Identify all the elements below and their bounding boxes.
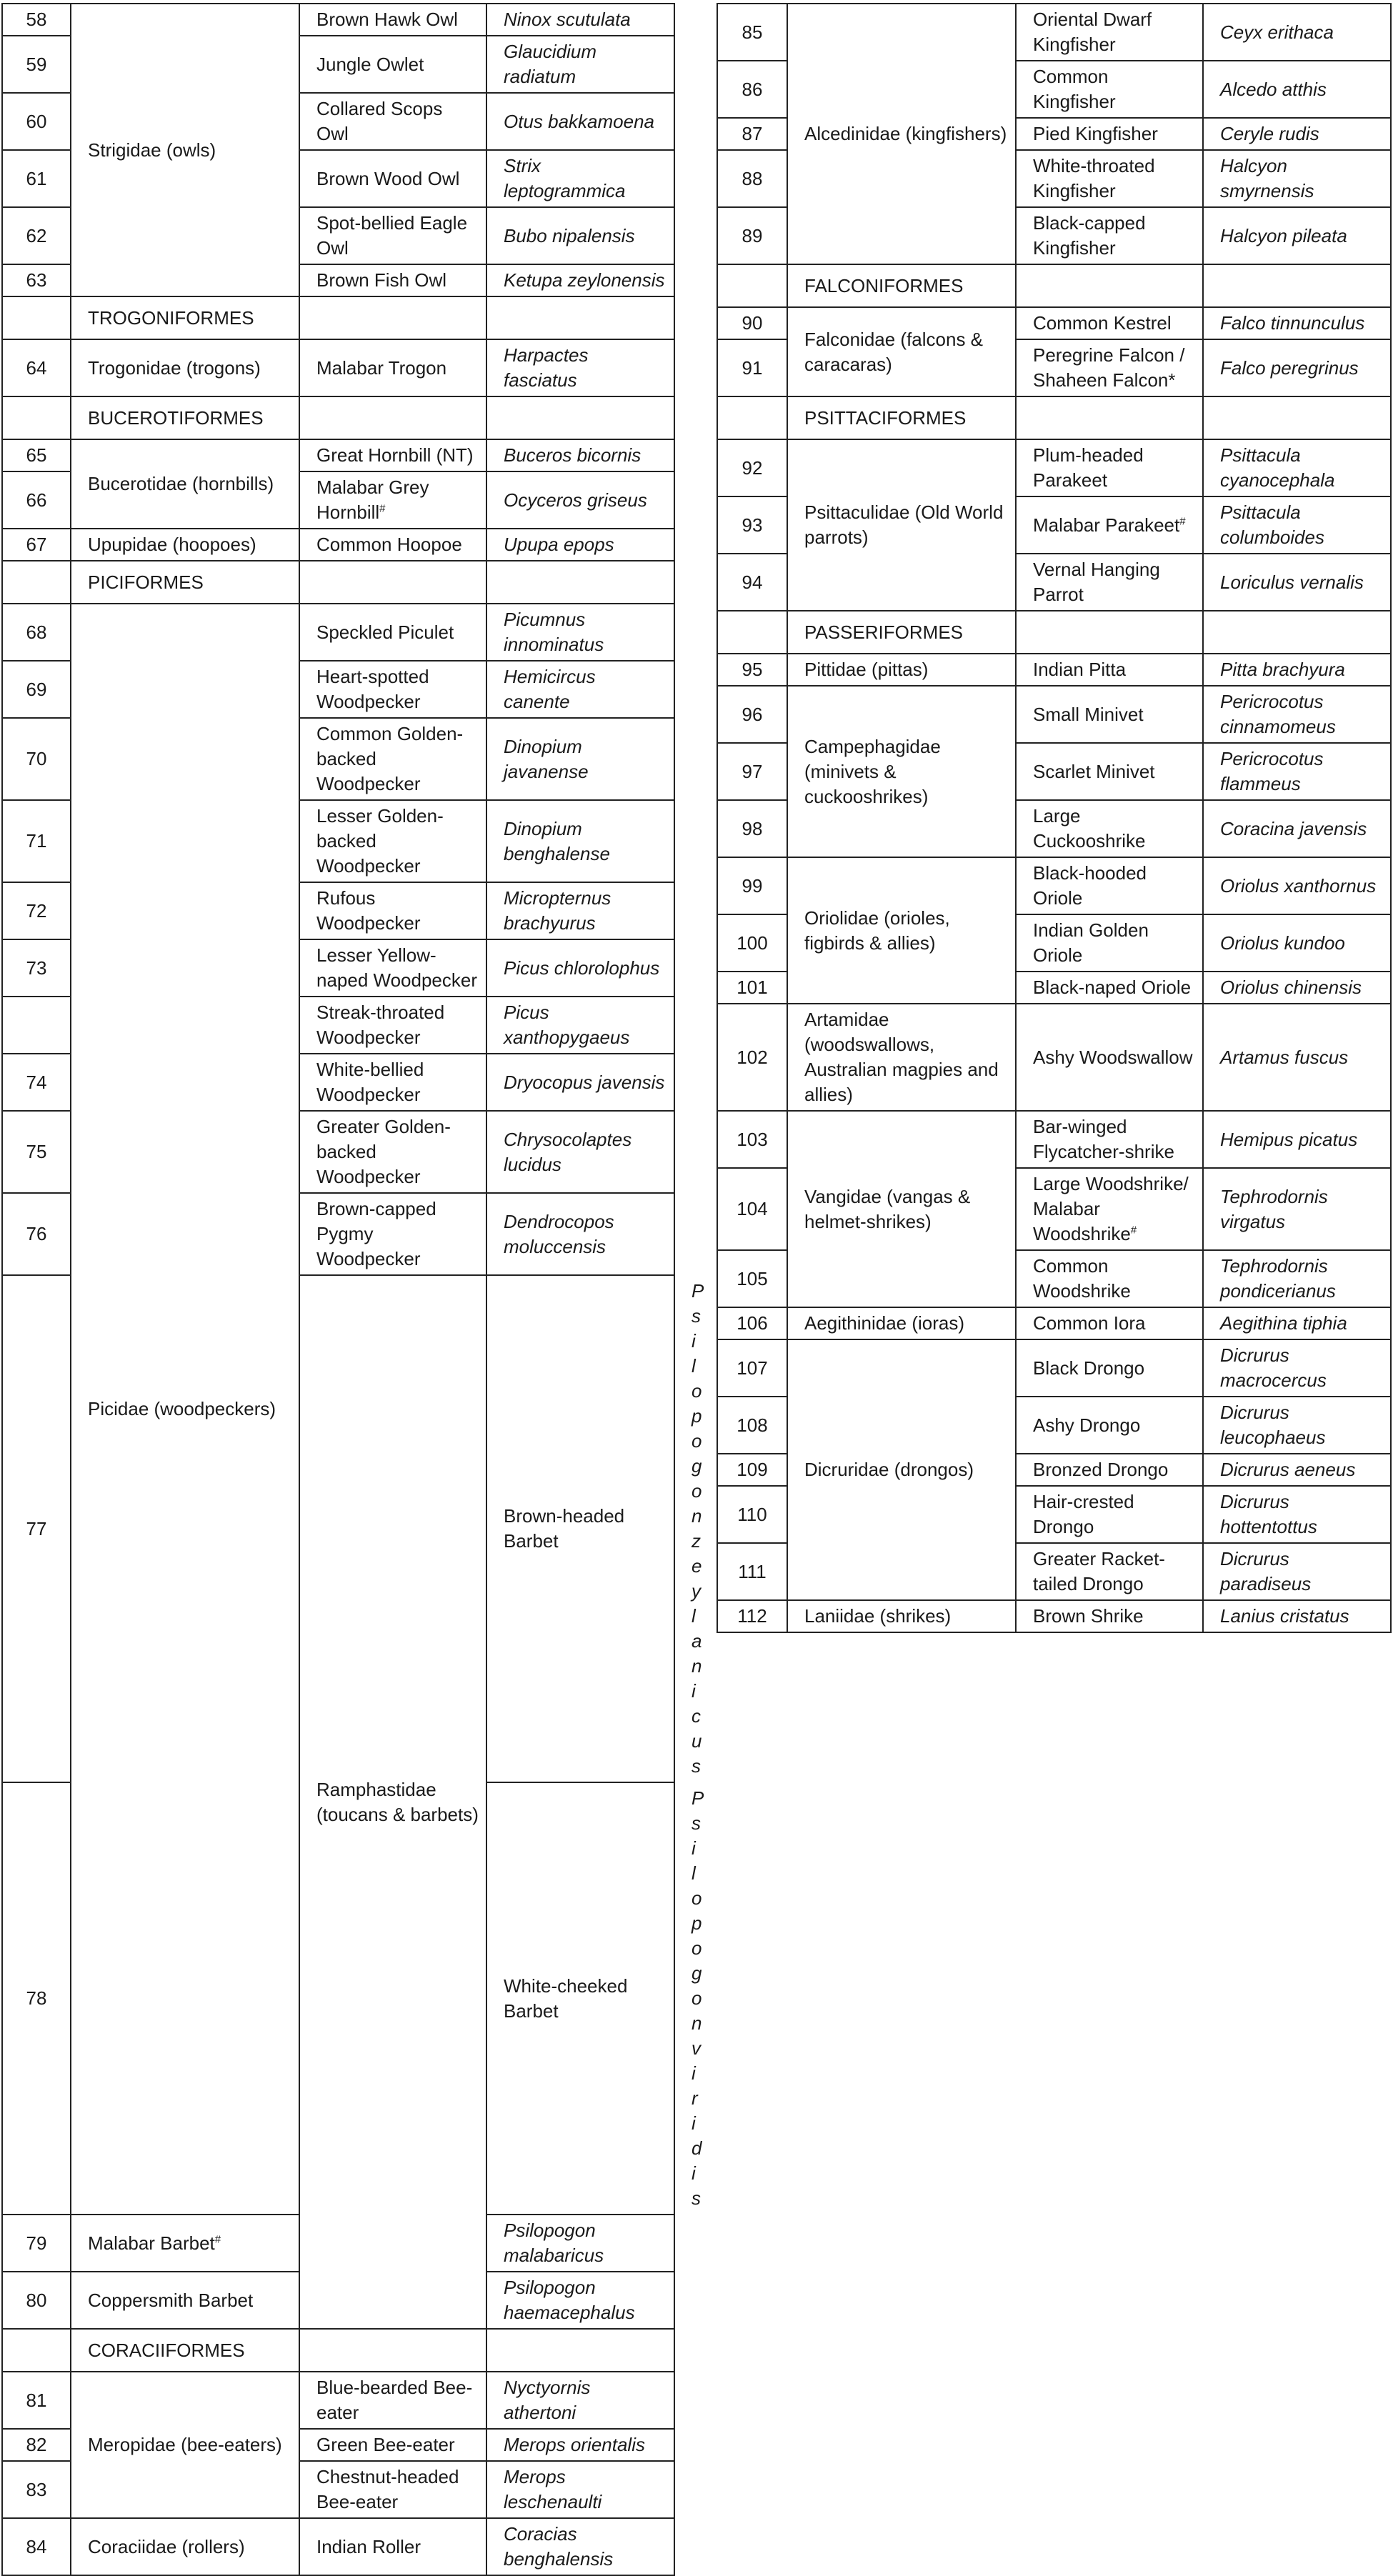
scientific-name: [486, 296, 674, 339]
common-name: Vernal Hanging Parrot: [1016, 554, 1203, 611]
species-number: 89: [717, 207, 787, 264]
species-number: 74: [2, 1054, 71, 1111]
common-name: Ashy Drongo: [1016, 1397, 1203, 1454]
scientific-name: [486, 2329, 674, 2372]
scientific-name: [1203, 264, 1391, 307]
species-number: 61: [2, 150, 71, 207]
family-name: Laniidae (shrikes): [787, 1600, 1016, 1632]
common-name: Indian Roller: [299, 2518, 486, 2575]
scientific-name: Bubo nipalensis: [486, 207, 674, 264]
order-name: FALCONIFORMES: [787, 264, 1016, 307]
common-name: Common Iora: [1016, 1307, 1203, 1339]
order-name: BUCEROTIFORMES: [71, 396, 299, 439]
species-number: 83: [2, 2461, 71, 2518]
species-row: [2, 604, 674, 661]
species-number: 59: [2, 36, 71, 93]
family-name: Strigidae (owls): [71, 4, 299, 296]
species-number: 62: [2, 207, 71, 264]
species-number: 79: [2, 2215, 71, 2272]
species-number: 108: [717, 1397, 787, 1454]
common-name: Black-naped Oriole: [1016, 972, 1203, 1004]
endemic-mark: #: [1179, 514, 1186, 527]
common-name-text: Malabar Barbet: [88, 2232, 215, 2254]
common-name: [71, 2215, 299, 2272]
species-row: [2, 2518, 674, 2575]
order-row: [717, 264, 1391, 307]
species-number: 102: [717, 1004, 787, 1111]
species-number: 63: [2, 264, 71, 296]
species-number: 94: [717, 554, 787, 611]
scientific-name: Picus chlorolophus: [486, 939, 674, 997]
species-row: [2, 529, 674, 561]
family-name: Falconidae (falcons & caracaras): [787, 307, 1016, 396]
scientific-name: Buceros bicornis: [486, 439, 674, 471]
common-name: Rufous Woodpecker: [299, 882, 486, 939]
common-name: Indian Pitta: [1016, 654, 1203, 686]
family-name: Vangidae (vangas & helmet-shrikes): [787, 1111, 1016, 1307]
scientific-name: Psittacula cyanocephala: [1203, 439, 1391, 496]
species-number: 82: [2, 2429, 71, 2461]
common-name: Lesser Golden-backed Woodpecker: [299, 800, 486, 882]
common-name: Blue-bearded Bee-eater: [299, 2372, 486, 2429]
species-number: 75: [2, 1111, 71, 1193]
species-row: [717, 1600, 1391, 1632]
scientific-name: Oriolus chinensis: [1203, 972, 1391, 1004]
species-row: [2, 439, 674, 471]
species-number: 103: [717, 1111, 787, 1168]
common-name: Spot-bellied Eagle Owl: [299, 207, 486, 264]
scientific-name: [486, 561, 674, 604]
common-name: Black-capped Kingfisher: [1016, 207, 1203, 264]
species-number: 97: [717, 743, 787, 800]
endemic-mark: #: [1130, 1224, 1137, 1237]
scientific-name: Picumnus innominatus: [486, 604, 674, 661]
species-row: [2, 2372, 674, 2429]
common-name: Black-hooded Oriole: [1016, 857, 1203, 914]
scientific-name: Ceryle rudis: [1203, 118, 1391, 150]
common-name: Great Hornbill (NT): [299, 439, 486, 471]
scientific-name: Dryocopus javensis: [486, 1054, 674, 1111]
scientific-name: Dicrurus aeneus: [1203, 1454, 1391, 1486]
scientific-name: Nyctyornis athertoni: [486, 2372, 674, 2429]
species-number: 98: [717, 800, 787, 857]
common-name: [1016, 496, 1203, 554]
species-row: [717, 654, 1391, 686]
family-name: Trogonidae (trogons): [71, 339, 299, 396]
species-number: 106: [717, 1307, 787, 1339]
scientific-name: Artamus fuscus: [1203, 1004, 1391, 1111]
scientific-name: Hemipus picatus: [1203, 1111, 1391, 1168]
species-number: 111: [717, 1543, 787, 1600]
endemic-mark: #: [214, 2232, 221, 2245]
common-name: Bronzed Drongo: [1016, 1454, 1203, 1486]
scientific-name: Halcyon smyrnensis: [1203, 150, 1391, 207]
species-number: [2, 997, 71, 1054]
scientific-name: Psilopogon haemacephalus: [486, 2272, 674, 2329]
species-number: 67: [2, 529, 71, 561]
common-name: Black Drongo: [1016, 1339, 1203, 1397]
species-number: 85: [717, 4, 787, 61]
scientific-name: Tephrodornis pondicerianus: [1203, 1250, 1391, 1307]
species-number: [717, 396, 787, 439]
species-number: 91: [717, 339, 787, 396]
species-number: 69: [2, 661, 71, 718]
scientific-name: Otus bakkamoena: [486, 93, 674, 150]
family-name: Psittaculidae (Old World parrots): [787, 439, 1016, 611]
scientific-name: Alcedo atthis: [1203, 61, 1391, 118]
species-number: 104: [717, 1168, 787, 1250]
scientific-name: Harpactes fasciatus: [486, 339, 674, 396]
species-row: [717, 439, 1391, 496]
scientific-name: Oriolus xanthornus: [1203, 857, 1391, 914]
scientific-name: Glaucidium radiatum: [486, 36, 674, 93]
common-name: Common Hoopoe: [299, 529, 486, 561]
order-name: PSITTACIFORMES: [787, 396, 1016, 439]
order-name: PASSERIFORMES: [787, 611, 1016, 654]
species-number: 107: [717, 1339, 787, 1397]
species-table-right: [717, 3, 1392, 1633]
scientific-name: Dicrurus hottentottus: [1203, 1486, 1391, 1543]
scientific-name: Falco tinnunculus: [1203, 307, 1391, 339]
scientific-name: Pitta brachyura: [1203, 654, 1391, 686]
scientific-name: Tephrodornis virgatus: [1203, 1168, 1391, 1250]
species-row: 78 White-cheeked Barbet Psilopogon viridis: [2, 1782, 674, 2215]
species-number: 65: [2, 439, 71, 471]
common-name-text: Malabar Parakeet: [1033, 514, 1180, 536]
species-number: [2, 2329, 71, 2372]
endemic-mark: #: [379, 502, 386, 515]
family-name: Upupidae (hoopoes): [71, 529, 299, 561]
species-number: 76: [2, 1193, 71, 1275]
common-name: Scarlet Minivet: [1016, 743, 1203, 800]
common-name: Peregrine Falcon / Shaheen Falcon*: [1016, 339, 1203, 396]
scientific-name: [1203, 396, 1391, 439]
species-number: [2, 396, 71, 439]
common-name: Hair-crested Drongo: [1016, 1486, 1203, 1543]
scientific-name: [486, 396, 674, 439]
common-name: Malabar Trogon: [299, 339, 486, 396]
species-number: 88: [717, 150, 787, 207]
common-name: Indian Golden Oriole: [1016, 914, 1203, 972]
common-name: Brown Fish Owl: [299, 264, 486, 296]
scientific-name: Ceyx erithaca: [1203, 4, 1391, 61]
scientific-name: Chrysocolaptes lucidus: [486, 1111, 674, 1193]
scientific-name: Strix leptogrammica: [486, 150, 674, 207]
scientific-name: Dicrurus macrocercus: [1203, 1339, 1391, 1397]
family-name: Alcedinidae (kingfishers): [787, 4, 1016, 264]
family-name: Campephagidae (minivets & cuckooshrikes): [787, 686, 1016, 857]
common-name: White-bellied Woodpecker: [299, 1054, 486, 1111]
scientific-name: Lanius cristatus: [1203, 1600, 1391, 1632]
family-name: Meropidae (bee-eaters): [71, 2372, 299, 2518]
common-name: Green Bee-eater: [299, 2429, 486, 2461]
species-number: 70: [2, 718, 71, 800]
species-row: [717, 1004, 1391, 1111]
common-name: Brown-headed Barbet: [486, 1275, 674, 1782]
common-name: [1016, 611, 1203, 654]
species-number: 81: [2, 2372, 71, 2429]
common-name: White-cheeked Barbet: [486, 1782, 674, 2215]
species-row: [717, 4, 1391, 61]
family-name: Bucerotidae (hornbills): [71, 439, 299, 529]
scientific-name: Halcyon pileata: [1203, 207, 1391, 264]
species-row: [717, 686, 1391, 743]
scientific-name: Ninox scutulata: [486, 4, 674, 36]
scientific-name: Dicrurus paradiseus: [1203, 1543, 1391, 1600]
species-number: 84: [2, 2518, 71, 2575]
common-name: Small Minivet: [1016, 686, 1203, 743]
family-name: Dicruridae (drongos): [787, 1339, 1016, 1600]
species-number: 105: [717, 1250, 787, 1307]
family-name: Oriolidae (orioles, figbirds & allies): [787, 857, 1016, 1004]
species-number: 109: [717, 1454, 787, 1486]
species-row: [717, 1111, 1391, 1168]
family-name: Pittidae (pittas): [787, 654, 1016, 686]
common-name: Brown-capped Pygmy Woodpecker: [299, 1193, 486, 1275]
common-name: White-throated Kingfisher: [1016, 150, 1203, 207]
scientific-name: Dicrurus leucophaeus: [1203, 1397, 1391, 1454]
common-name: Jungle Owlet: [299, 36, 486, 93]
species-number: [717, 264, 787, 307]
common-name: Common Kestrel: [1016, 307, 1203, 339]
order-row: [717, 396, 1391, 439]
common-name: Bar-winged Flycatcher-shrike: [1016, 1111, 1203, 1168]
species-number: 90: [717, 307, 787, 339]
species-number: 99: [717, 857, 787, 914]
species-number: 96: [717, 686, 787, 743]
common-name: Speckled Piculet: [299, 604, 486, 661]
family-name: Aegithinidae (ioras): [787, 1307, 1016, 1339]
family-name: Artamidae (woodswallows, Australian magpies and allies): [787, 1004, 1016, 1111]
scientific-name: Merops leschenaulti: [486, 2461, 674, 2518]
common-name: [1016, 1168, 1203, 1250]
scientific-name: [1203, 611, 1391, 654]
order-row: [717, 611, 1391, 654]
common-name: [299, 2329, 486, 2372]
order-name: TROGONIFORMES: [71, 296, 299, 339]
scientific-name: Psittacula columboides: [1203, 496, 1391, 554]
species-number: 71: [2, 800, 71, 882]
common-name: Common Woodshrike: [1016, 1250, 1203, 1307]
common-name: Common Golden-backed Woodpecker: [299, 718, 486, 800]
common-name: Brown Hawk Owl: [299, 4, 486, 36]
scientific-name: Merops orientalis: [486, 2429, 674, 2461]
scientific-name: Coracias benghalensis: [486, 2518, 674, 2575]
scientific-name: Upupa epops: [486, 529, 674, 561]
species-number: 112: [717, 1600, 787, 1632]
scientific-name: Psilopogon malabaricus: [486, 2215, 674, 2272]
common-name-text: Large Woodshrike/ Malabar Woodshrike: [1033, 1173, 1189, 1244]
species-number: 86: [717, 61, 787, 118]
species-table-left: [1, 3, 704, 2576]
species-number: 64: [2, 339, 71, 396]
common-name: Oriental Dwarf Kingfisher: [1016, 4, 1203, 61]
scientific-name: Coracina javensis: [1203, 800, 1391, 857]
family-name: Picidae (woodpeckers): [71, 604, 299, 2215]
common-name: [1016, 264, 1203, 307]
common-name: Brown Shrike: [1016, 1600, 1203, 1632]
species-number: 101: [717, 972, 787, 1004]
scientific-name: Loriculus vernalis: [1203, 554, 1391, 611]
order-row: [2, 561, 674, 604]
species-number: [2, 296, 71, 339]
species-number: 58: [2, 4, 71, 36]
family-name: Coraciidae (rollers): [71, 2518, 299, 2575]
scientific-name: Pericrocotus cinnamomeus: [1203, 686, 1391, 743]
scientific-name: Dendrocopos moluccensis: [486, 1193, 674, 1275]
common-name: Chestnut-headed Bee-eater: [299, 2461, 486, 2518]
species-number: 100: [717, 914, 787, 972]
species-number: 92: [717, 439, 787, 496]
species-number: 78: [2, 1782, 71, 2215]
species-number: 95: [717, 654, 787, 686]
scientific-name: Aegithina tiphia: [1203, 1307, 1391, 1339]
scientific-name: Micropternus brachyurus: [486, 882, 674, 939]
order-row: [2, 2329, 674, 2372]
common-name: Pied Kingfisher: [1016, 118, 1203, 150]
species-number: 110: [717, 1486, 787, 1543]
species-row: [2, 339, 674, 396]
species-number: 80: [2, 2272, 71, 2329]
common-name: Brown Wood Owl: [299, 150, 486, 207]
common-name: [299, 471, 486, 529]
species-number: 72: [2, 882, 71, 939]
species-number: 87: [717, 118, 787, 150]
scientific-name: Oriolus kundoo: [1203, 914, 1391, 972]
order-row: [2, 296, 674, 339]
order-row: [2, 396, 674, 439]
species-row: [717, 307, 1391, 339]
species-number: 60: [2, 93, 71, 150]
common-name: [299, 561, 486, 604]
common-name: [1016, 396, 1203, 439]
order-name: CORACIIFORMES: [71, 2329, 299, 2372]
common-name-text: Malabar Grey Hornbill: [316, 476, 429, 523]
species-number: 77: [2, 1275, 71, 1782]
species-number: 73: [2, 939, 71, 997]
species-number: [2, 561, 71, 604]
scientific-name: Dinopium benghalense: [486, 800, 674, 882]
species-row: [717, 857, 1391, 914]
scientific-name: Hemicircus canente: [486, 661, 674, 718]
common-name: Plum-headed Parakeet: [1016, 439, 1203, 496]
scientific-name: Falco peregrinus: [1203, 339, 1391, 396]
common-name: [299, 296, 486, 339]
scientific-name: Pericrocotus flammeus: [1203, 743, 1391, 800]
scientific-name: Ocyceros griseus: [486, 471, 674, 529]
common-name: Coppersmith Barbet: [71, 2272, 299, 2329]
common-name: [299, 396, 486, 439]
common-name: Heart-spotted Woodpecker: [299, 661, 486, 718]
species-number: [717, 611, 787, 654]
species-row: 77 Ramphastidae (toucans & barbets) Brown-headed Barbet Psilopogon zeylanicus: [2, 1275, 674, 1782]
common-name: Greater Golden-backed Woodpecker: [299, 1111, 486, 1193]
common-name: Greater Racket-tailed Drongo: [1016, 1543, 1203, 1600]
species-row: [2, 4, 674, 36]
scientific-name: Picus xanthopygaeus: [486, 997, 674, 1054]
species-number: 66: [2, 471, 71, 529]
common-name: Collared Scops Owl: [299, 93, 486, 150]
common-name: Streak-throated Woodpecker: [299, 997, 486, 1054]
species-row: [717, 1307, 1391, 1339]
family-name: Ramphastidae (toucans & barbets): [299, 1275, 486, 2329]
species-row: [717, 1339, 1391, 1397]
order-name: PICIFORMES: [71, 561, 299, 604]
common-name: Lesser Yellow-naped Woodpecker: [299, 939, 486, 997]
species-number: 68: [2, 604, 71, 661]
common-name: Ashy Woodswallow: [1016, 1004, 1203, 1111]
species-number: 93: [717, 496, 787, 554]
common-name: Large Cuckooshrike: [1016, 800, 1203, 857]
common-name: Common Kingfisher: [1016, 61, 1203, 118]
scientific-name: Dinopium javanense: [486, 718, 674, 800]
scientific-name: Ketupa zeylonensis: [486, 264, 674, 296]
